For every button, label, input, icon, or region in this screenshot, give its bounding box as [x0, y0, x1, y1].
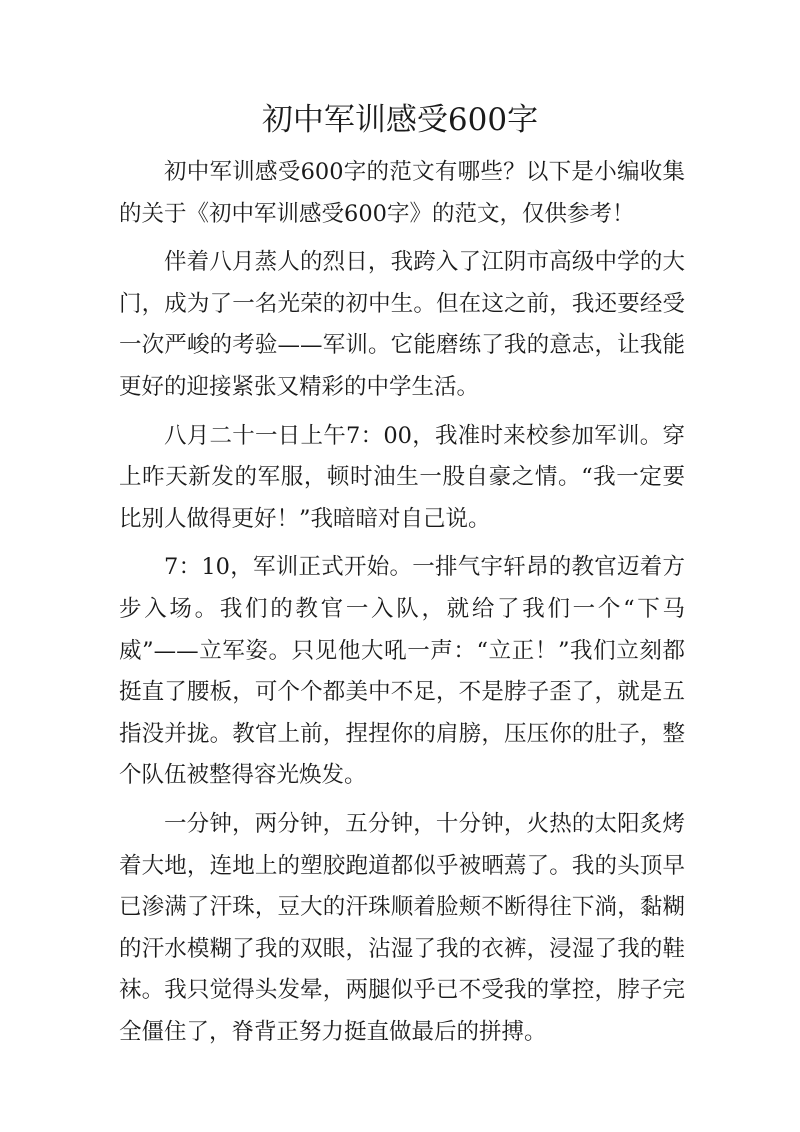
paragraph-intro: 初中军训感受600字的范文有哪些？以下是小编收集的关于《初中军训感受600字》的范文，仅供参考！: [119, 159, 685, 227]
paragraph-standing: 7：10，军训正式开始。一排气宇轩昂的教官迈着方步入场。我们的教官一入队，就给了我们一个“下马威”——立军姿。只见他大吼一声：“立正！”我们立刻都挺直了腰板，可个个都美中不足，不是脖子歪了，就是五指没并拢。教官上前，捏捏你的肩膀，压压你的肚子，整个队伍被整得容光焕发。: [119, 554, 685, 789]
paragraph-school-gate: 伴着八月蒸人的烈日，我跨入了江阴市高级中学的大门，成为了一名光荣的初中生。但在这之前，我还要经受一次严峻的考验——军训。它能磨练了我的意志，让我能更好的迎接紧张又精彩的中学生活。: [119, 249, 685, 400]
paragraph-endurance: 一分钟，两分钟，五分钟，十分钟，火热的太阳炙烤着大地，连地上的塑胶跑道都似乎被晒蔫了。我的头顶早已渗满了汗珠，豆大的汗珠顺着脸颊不断得往下淌，黏糊的汗水模糊了我的双眼，沾湿了我的衣裤，浸湿了我的鞋袜。我只觉得头发晕，两腿似乎已不受我的掌控，脖子完全僵住了，脊背正努力挺直做最后的拼搏。: [119, 810, 685, 1045]
document-body: [119, 152, 685, 1060]
paragraph-morning: 八月二十一日上午7：00，我准时来校参加军训。穿上昨天新发的军服，顿时油生一股自豪之情。“我一定要比别人做得更好！”我暗暗对自己说。: [119, 422, 685, 532]
document-title: 初中军训感受600字: [261, 102, 539, 138]
